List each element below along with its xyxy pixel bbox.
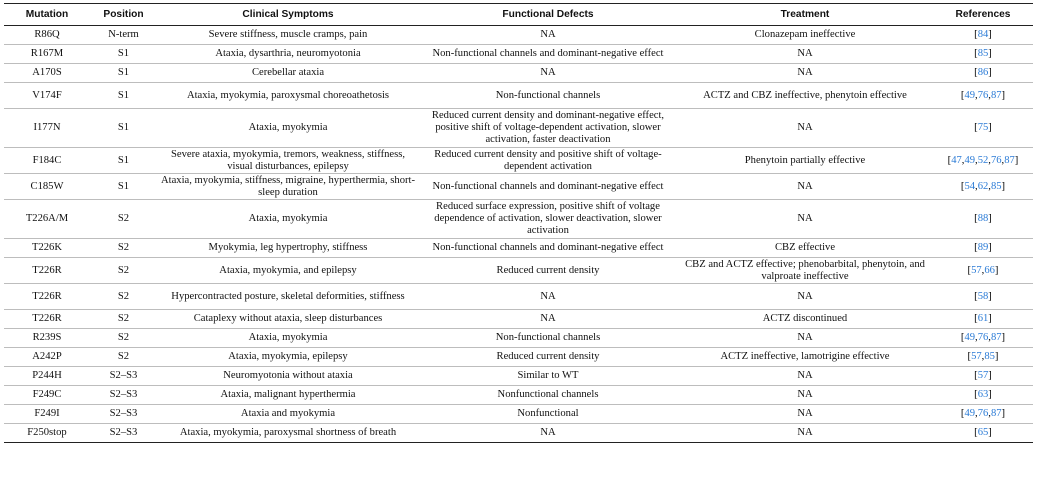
table-row	[4, 26, 1033, 45]
cell-clinical-symptoms: Ataxia, myokymia, paroxysmal choreoathetosis	[157, 83, 419, 109]
cell-functional-defects: NA	[419, 26, 677, 45]
cell-mutation: F250stop	[4, 424, 90, 443]
cell-references: [85]	[933, 45, 1033, 64]
cell-clinical-symptoms: Severe ataxia, myokymia, tremors, weakness, stiffness, visual disturbances, epilepsy	[157, 148, 419, 174]
cell-mutation: T226R	[4, 284, 90, 310]
cell-treatment: NA	[677, 329, 933, 348]
reference-link[interactable]: 85	[977, 48, 989, 59]
cell-references: [84]	[933, 26, 1033, 45]
reference-link[interactable]: 76	[977, 89, 989, 101]
cell-clinical-symptoms: Ataxia, dysarthria, neuromyotonia	[157, 45, 419, 64]
cell-position: S2–S3	[90, 367, 157, 386]
header-references: References	[933, 4, 1033, 26]
header-clinical-symptoms: Clinical Symptoms	[157, 4, 419, 26]
cell-position: S2–S3	[90, 405, 157, 424]
reference-link[interactable]: 49	[964, 89, 976, 101]
table-row	[4, 329, 1033, 348]
cell-clinical-symptoms: Ataxia, myokymia	[157, 109, 419, 148]
table-row	[4, 386, 1033, 405]
cell-references: [57,66]	[933, 258, 1033, 284]
cell-functional-defects: Nonfunctional	[419, 405, 677, 424]
cell-treatment: ACTZ ineffective, lamotrigine effective	[677, 348, 933, 367]
cell-mutation: C185W	[4, 174, 90, 200]
cell-functional-defects: Non-functional channels and dominant-negative effect	[419, 239, 677, 258]
header-mutation: Mutation	[4, 4, 90, 26]
mutation-table	[4, 3, 1033, 443]
cell-clinical-symptoms: Ataxia, myokymia	[157, 329, 419, 348]
cell-mutation: A170S	[4, 64, 90, 83]
reference-link[interactable]: 63	[977, 389, 989, 400]
reference-link[interactable]: 49	[964, 408, 976, 419]
reference-link[interactable]: 76	[977, 408, 989, 419]
cell-references: [86]	[933, 64, 1033, 83]
cell-functional-defects: Non-functional channels and dominant-negative effect	[419, 174, 677, 200]
table-row	[4, 348, 1033, 367]
reference-link[interactable]: 57	[977, 370, 989, 381]
cell-clinical-symptoms: Cataplexy without ataxia, sleep disturbances	[157, 310, 419, 329]
cell-functional-defects: Non-functional channels	[419, 83, 677, 109]
table-row	[4, 45, 1033, 64]
cell-treatment: NA	[677, 367, 933, 386]
cell-clinical-symptoms: Ataxia, myokymia, stiffness, migraine, hyperthermia, short-sleep duration	[157, 174, 419, 200]
cell-references: [63]	[933, 386, 1033, 405]
reference-link[interactable]: 49	[964, 332, 976, 343]
cell-position: S1	[90, 45, 157, 64]
cell-functional-defects: Reduced current density and dominant-negative effect, positive shift of voltage-dependent activation, slower activation, faster deactivation	[419, 109, 677, 148]
cell-mutation: R167M	[4, 45, 90, 64]
cell-clinical-symptoms: Ataxia, myokymia, epilepsy	[157, 348, 419, 367]
cell-treatment: NA	[677, 386, 933, 405]
table-row	[4, 200, 1033, 239]
header-treatment: Treatment	[677, 4, 933, 26]
cell-mutation: F184C	[4, 148, 90, 174]
cell-treatment: Clonazepam ineffective	[677, 26, 933, 45]
cell-functional-defects: NA	[419, 284, 677, 310]
cell-position: S1	[90, 148, 157, 174]
cell-functional-defects: Reduced surface expression, positive shift of voltage dependence of activation, slower deactivation, slower activation	[419, 200, 677, 239]
cell-references: [89]	[933, 239, 1033, 258]
table-row	[4, 258, 1033, 284]
cell-treatment: NA	[677, 174, 933, 200]
cell-treatment: CBZ effective	[677, 239, 933, 258]
table-row	[4, 148, 1033, 174]
reference-link[interactable]: 86	[977, 67, 989, 78]
cell-position: S2	[90, 258, 157, 284]
reference-link[interactable]: 62	[977, 180, 989, 192]
cell-treatment: ACTZ discontinued	[677, 310, 933, 329]
reference-link[interactable]: 49	[964, 154, 976, 166]
cell-treatment: NA	[677, 424, 933, 443]
cell-functional-defects: Reduced current density and positive shift of voltage-dependent activation	[419, 148, 677, 174]
cell-mutation: P244H	[4, 367, 90, 386]
reference-link[interactable]: 61	[977, 313, 989, 324]
reference-link[interactable]: 88	[977, 213, 989, 224]
cell-position: S2	[90, 310, 157, 329]
reference-link[interactable]: 65	[977, 427, 989, 438]
cell-mutation: T226A/M	[4, 200, 90, 239]
cell-references: [75]	[933, 109, 1033, 148]
cell-position: S2–S3	[90, 424, 157, 443]
cell-position: S1	[90, 83, 157, 109]
table-row	[4, 239, 1033, 258]
cell-position: S2	[90, 239, 157, 258]
cell-functional-defects: NA	[419, 424, 677, 443]
reference-link[interactable]: 84	[977, 29, 989, 40]
table-header	[4, 4, 1033, 26]
cell-clinical-symptoms: Ataxia, malignant hyperthermia	[157, 386, 419, 405]
cell-references: [57,85]	[933, 348, 1033, 367]
reference-link[interactable]: 58	[977, 290, 989, 302]
cell-clinical-symptoms: Neuromyotonia without ataxia	[157, 367, 419, 386]
cell-clinical-symptoms: Ataxia, myokymia, paroxysmal shortness of breath	[157, 424, 419, 443]
cell-position: N-term	[90, 26, 157, 45]
cell-functional-defects: NA	[419, 310, 677, 329]
cell-clinical-symptoms: Ataxia, myokymia, and epilepsy	[157, 258, 419, 284]
cell-references: [54,62,85]	[933, 174, 1033, 200]
cell-functional-defects: Similar to WT	[419, 367, 677, 386]
table-row	[4, 284, 1033, 310]
cell-references: [49,76,87]	[933, 83, 1033, 109]
reference-link[interactable]: 76	[990, 154, 1002, 166]
cell-treatment: CBZ and ACTZ effective; phenobarbital, phenytoin, and valproate ineffective	[677, 258, 933, 284]
cell-references: [47,49,52,76,87]	[933, 148, 1033, 174]
table-row	[4, 310, 1033, 329]
reference-link[interactable]: 87	[990, 89, 1002, 101]
cell-treatment: NA	[677, 45, 933, 64]
cell-functional-defects: Nonfunctional channels	[419, 386, 677, 405]
cell-position: S1	[90, 64, 157, 83]
header-position: Position	[90, 4, 157, 26]
reference-link[interactable]: 75	[977, 122, 989, 133]
cell-mutation: F249C	[4, 386, 90, 405]
reference-link[interactable]: 76	[977, 332, 989, 343]
cell-mutation: T226K	[4, 239, 90, 258]
cell-clinical-symptoms: Cerebellar ataxia	[157, 64, 419, 83]
table-body	[4, 26, 1033, 443]
cell-treatment: NA	[677, 109, 933, 148]
cell-mutation: A242P	[4, 348, 90, 367]
cell-position: S2	[90, 200, 157, 239]
cell-position: S1	[90, 109, 157, 148]
reference-link[interactable]: 54	[964, 180, 976, 192]
cell-treatment: Phenytoin partially effective	[677, 148, 933, 174]
cell-position: S2–S3	[90, 386, 157, 405]
table-row	[4, 83, 1033, 109]
cell-mutation: R86Q	[4, 26, 90, 45]
cell-position: S1	[90, 174, 157, 200]
cell-clinical-symptoms: Myokymia, leg hypertrophy, stiffness	[157, 239, 419, 258]
reference-link[interactable]: 85	[990, 180, 1002, 192]
cell-functional-defects: Reduced current density	[419, 258, 677, 284]
reference-link[interactable]: 57	[971, 351, 982, 362]
reference-link[interactable]: 87	[990, 332, 1002, 343]
cell-references: [65]	[933, 424, 1033, 443]
cell-references: [57]	[933, 367, 1033, 386]
cell-treatment: NA	[677, 405, 933, 424]
reference-link[interactable]: 66	[984, 264, 995, 276]
reference-link[interactable]: 52	[977, 154, 989, 166]
cell-mutation: T226R	[4, 258, 90, 284]
cell-position: S2	[90, 329, 157, 348]
header-functional-defects: Functional Defects	[419, 4, 677, 26]
table-row	[4, 174, 1033, 200]
cell-functional-defects: NA	[419, 64, 677, 83]
reference-link[interactable]: 47	[951, 154, 962, 166]
cell-clinical-symptoms: Severe stiffness, muscle cramps, pain	[157, 26, 419, 45]
cell-functional-defects: Reduced current density	[419, 348, 677, 367]
cell-references: [49,76,87]	[933, 329, 1033, 348]
reference-link[interactable]: 89	[977, 242, 989, 253]
cell-mutation: F249I	[4, 405, 90, 424]
cell-treatment: NA	[677, 284, 933, 310]
table-row	[4, 405, 1033, 424]
cell-mutation: I177N	[4, 109, 90, 148]
cell-treatment: ACTZ and CBZ ineffective, phenytoin effective	[677, 83, 933, 109]
cell-mutation: V174F	[4, 83, 90, 109]
table-row	[4, 64, 1033, 83]
cell-treatment: NA	[677, 64, 933, 83]
cell-functional-defects: Non-functional channels and dominant-negative effect	[419, 45, 677, 64]
cell-mutation: R239S	[4, 329, 90, 348]
cell-references: [88]	[933, 200, 1033, 239]
cell-functional-defects: Non-functional channels	[419, 329, 677, 348]
cell-position: S2	[90, 284, 157, 310]
cell-references: [49,76,87]	[933, 405, 1033, 424]
cell-treatment: NA	[677, 200, 933, 239]
cell-clinical-symptoms: Hypercontracted posture, skeletal deformities, stiffness	[157, 284, 419, 310]
reference-link[interactable]: 57	[971, 264, 982, 276]
cell-position: S2	[90, 348, 157, 367]
reference-link[interactable]: 87	[1004, 154, 1015, 166]
table-row	[4, 367, 1033, 386]
reference-link[interactable]: 85	[984, 351, 995, 362]
table-row	[4, 109, 1033, 148]
cell-clinical-symptoms: Ataxia and myokymia	[157, 405, 419, 424]
cell-references: [61]	[933, 310, 1033, 329]
reference-link[interactable]: 87	[990, 408, 1002, 419]
table-row	[4, 424, 1033, 443]
cell-references: [58]	[933, 284, 1033, 310]
cell-clinical-symptoms: Ataxia, myokymia	[157, 200, 419, 239]
cell-mutation: T226R	[4, 310, 90, 329]
